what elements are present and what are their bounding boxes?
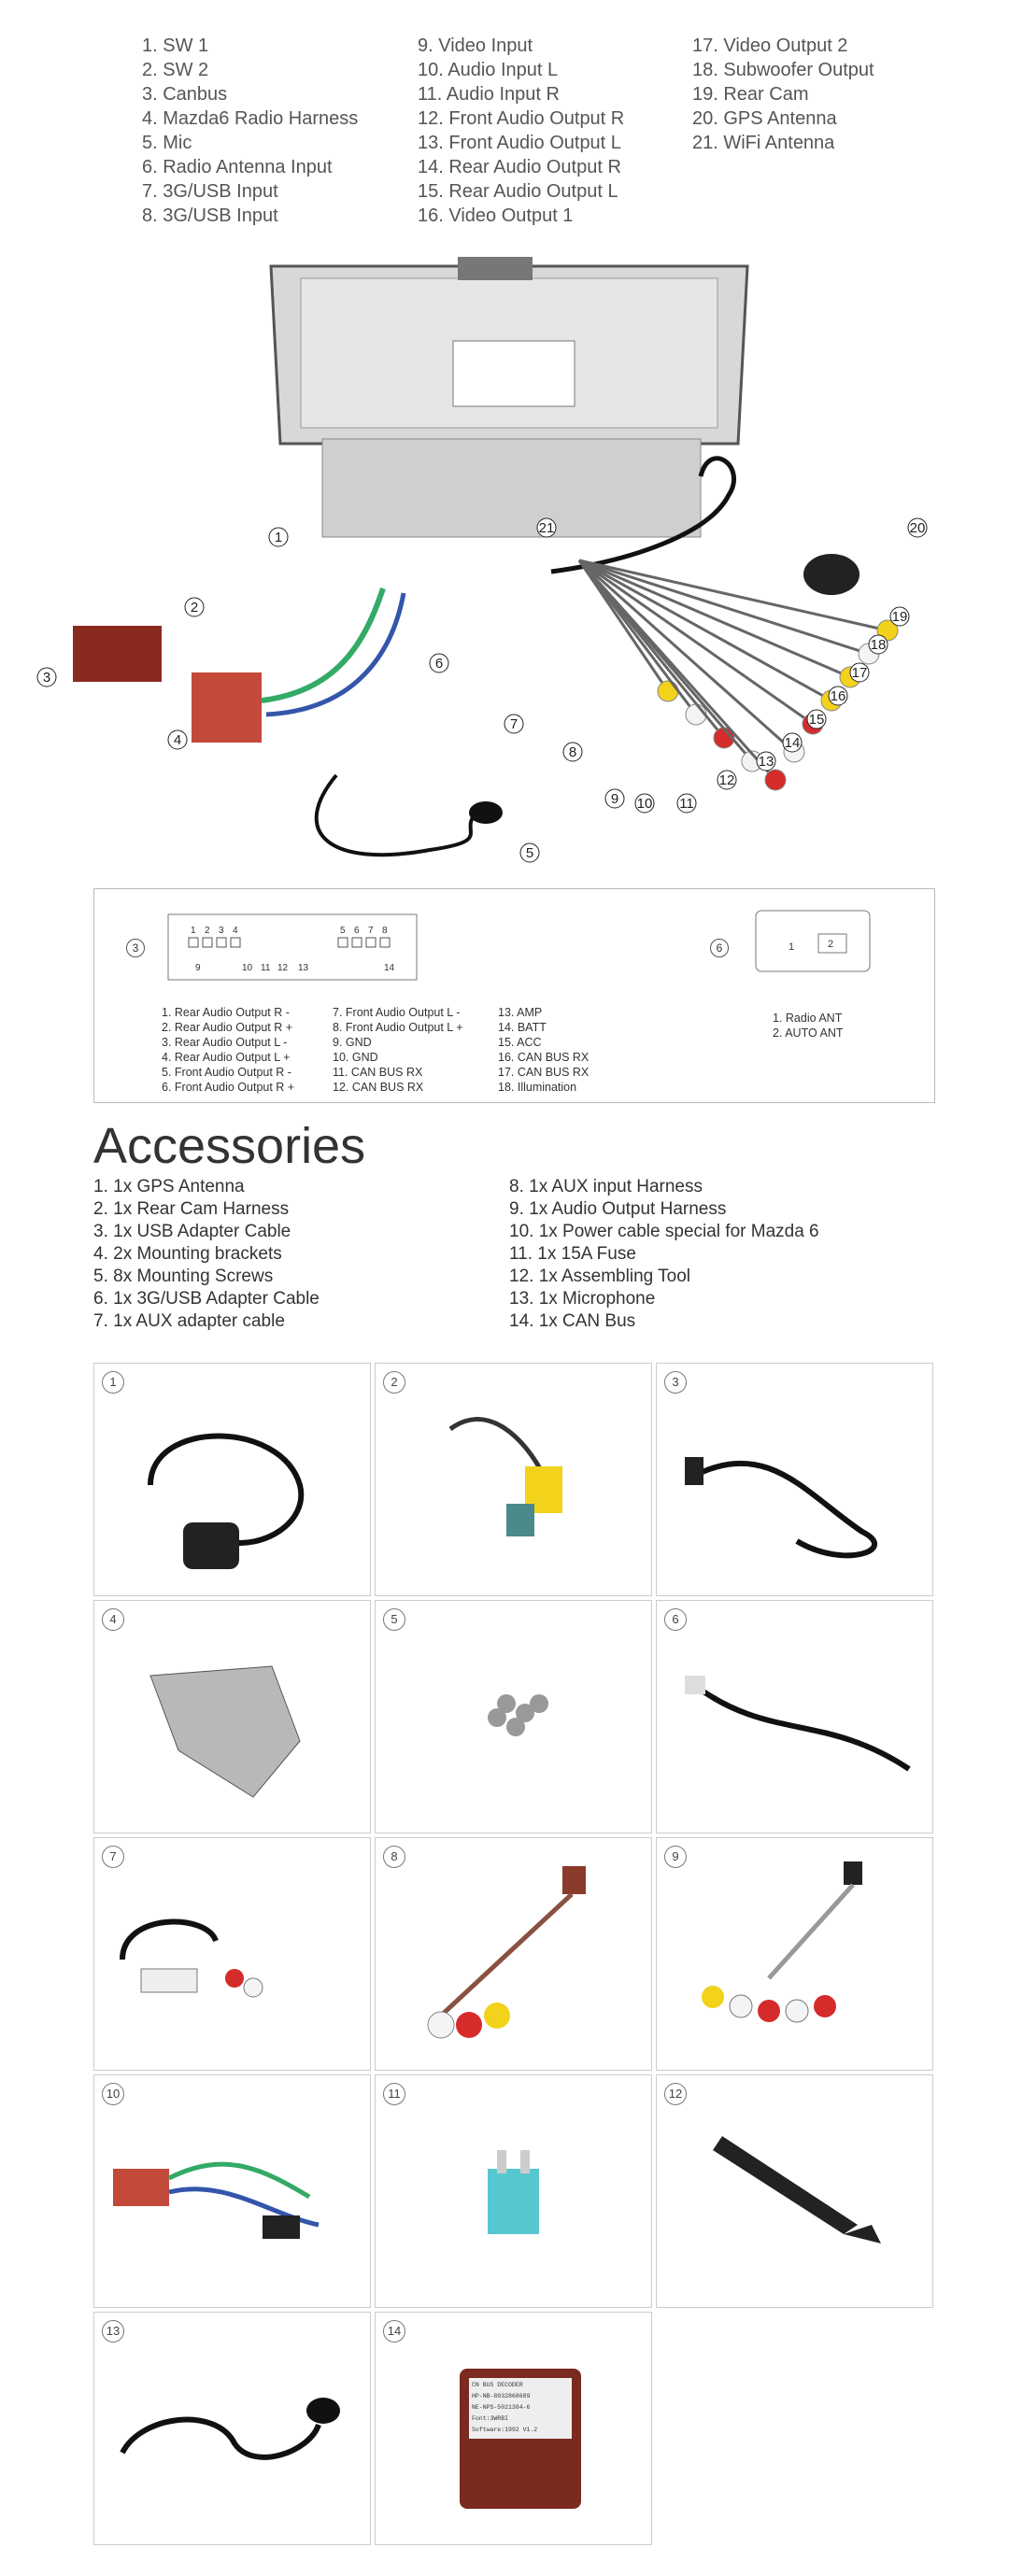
accessory-tile <box>93 1600 371 1833</box>
accessory-tile <box>93 1363 371 1596</box>
pinout-item: 6. Front Audio Output R + <box>162 1081 295 1094</box>
accessory-tile-number: 9 <box>664 1846 687 1868</box>
accessory-illustration <box>376 2075 653 2309</box>
connector-pin <box>366 938 376 947</box>
legend-item: 4. Mazda6 Radio Harness <box>142 108 359 129</box>
accessory-item: 8. 1x AUX input Harness <box>509 1177 703 1196</box>
legend-item: 20. GPS Antenna <box>692 108 837 129</box>
accessory-tile-number: 1 <box>102 1371 124 1394</box>
rca-connectors-illustration <box>579 560 898 790</box>
callout-number: 20 <box>909 520 926 536</box>
accessory-tile-number: 6 <box>664 1608 687 1631</box>
legend-item: 19. Rear Cam <box>692 84 809 105</box>
canbus-box-illustration <box>73 626 162 682</box>
pinout-item: 18. Illumination <box>498 1081 577 1094</box>
accessory-tile-number: 11 <box>383 2083 405 2105</box>
accessory-illustration <box>657 1364 934 1597</box>
pin-label: 8 <box>382 926 388 936</box>
legend-item: 7. 3G/USB Input <box>142 181 278 202</box>
accessory-tile-number: 13 <box>102 2320 124 2342</box>
legend-item: 6. Radio Antenna Input <box>142 157 333 177</box>
canbus-label-line: Software:1992 V1.2 <box>472 2427 538 2433</box>
accessory-item: 11. 1x 15A Fuse <box>509 1244 636 1264</box>
pinout-column-2 <box>333 1005 463 1095</box>
pinout-column-1 <box>162 1005 294 1095</box>
accessory-tile-number: 2 <box>383 1371 405 1394</box>
accessory-item: 13. 1x Microphone <box>509 1289 656 1309</box>
callout-number: 18 <box>870 637 887 653</box>
accessory-item: 2. 1x Rear Cam Harness <box>93 1199 290 1219</box>
accessory-tile-number: 7 <box>102 1846 124 1868</box>
legend-item: 9. Video Input <box>418 35 533 56</box>
legend-item: 15. Rear Audio Output L <box>418 181 618 202</box>
canbus-box-label <box>472 2380 570 2436</box>
pinout-item: 4. Rear Audio Output L + <box>162 1051 291 1064</box>
connector-a-callout: 3 <box>126 939 145 957</box>
connector-pin <box>217 938 226 947</box>
accessory-tile <box>375 1837 652 2071</box>
antenna-item: 2. AUTO ANT <box>773 1026 844 1040</box>
accessory-tile-number: 8 <box>383 1846 405 1868</box>
canbus-label-line: NE-NPS-5021384-6 <box>472 2404 531 2411</box>
accessory-item: 10. 1x Power cable special for Mazda 6 <box>509 1222 819 1241</box>
accessory-item: 5. 8x Mounting Screws <box>93 1267 274 1286</box>
callout-number: 6 <box>434 656 444 672</box>
pinout-item: 2. Rear Audio Output R + <box>162 1021 293 1034</box>
accessory-tile <box>656 1600 933 1833</box>
legend-item: 14. Rear Audio Output R <box>418 157 621 177</box>
pin-label: 13 <box>298 963 309 973</box>
pinout-item: 5. Front Audio Output R - <box>162 1066 291 1079</box>
callout-number: 4 <box>173 732 182 748</box>
pinout-item: 10. GND <box>333 1051 378 1064</box>
accessory-item: 6. 1x 3G/USB Adapter Cable <box>93 1289 320 1309</box>
callout-number: 9 <box>610 791 619 807</box>
accessory-tile <box>93 1837 371 2071</box>
accessory-item: 4. 2x Mounting brackets <box>93 1244 282 1264</box>
accessory-illustration <box>657 1838 934 2072</box>
pinout-item: 14. BATT <box>498 1021 547 1034</box>
pinout-item: 3. Rear Audio Output L - <box>162 1036 288 1049</box>
accessory-tile <box>656 1837 933 2071</box>
legend-column-3 <box>692 34 874 155</box>
connector-pin <box>231 938 240 947</box>
accessory-tile <box>375 2312 652 2545</box>
accessory-item: 3. 1x USB Adapter Cable <box>93 1222 291 1241</box>
callout-number: 12 <box>718 772 735 788</box>
accessory-tile-number: 10 <box>102 2083 124 2105</box>
legend-item: 18. Subwoofer Output <box>692 60 874 80</box>
pinout-box <box>93 888 935 1103</box>
svg-text:1: 1 <box>789 941 795 953</box>
accessories-list-right <box>509 1176 819 1333</box>
pinout-item: 7. Front Audio Output L - <box>333 1006 461 1019</box>
accessory-tile-number: 5 <box>383 1608 405 1631</box>
connector-pin <box>380 938 390 947</box>
accessory-illustration <box>94 1364 372 1597</box>
callout-number: 7 <box>509 716 519 732</box>
pin-label: 6 <box>354 926 360 936</box>
pinout-item: 15. ACC <box>498 1036 542 1049</box>
wiring-diagram <box>42 252 953 869</box>
rca-plug <box>658 681 678 701</box>
pinout-item: 12. CAN BUS RX <box>333 1081 424 1094</box>
accessory-item: 9. 1x Audio Output Harness <box>509 1199 727 1219</box>
pinout-item: 9. GND <box>333 1036 372 1049</box>
connector-b-diagram <box>753 908 874 983</box>
accessory-illustration <box>94 1838 372 2072</box>
legend-item: 5. Mic <box>142 133 192 153</box>
pin-label: 11 <box>261 963 271 973</box>
accessory-illustration <box>657 1601 934 1834</box>
pin-label: 9 <box>195 963 201 973</box>
legend-column-1 <box>142 34 358 228</box>
accessory-tile <box>93 2074 371 2308</box>
connector-pin <box>352 938 362 947</box>
accessory-illustration <box>94 2075 372 2309</box>
pinout-item: 13. AMP <box>498 1006 543 1019</box>
pinout-item: 16. CAN BUS RX <box>498 1051 590 1064</box>
canbus-label-line: Font:3WRBI <box>472 2415 509 2422</box>
accessory-illustration <box>376 1838 653 2072</box>
pin-label: 10 <box>242 963 253 973</box>
callout-number: 3 <box>42 670 51 686</box>
accessory-tile <box>656 2074 933 2308</box>
rca-plug <box>765 770 786 790</box>
accessory-tile-number: 3 <box>664 1371 687 1394</box>
pin-label: 3 <box>219 926 224 936</box>
accessory-tile <box>93 2312 371 2545</box>
callout-number: 5 <box>525 845 534 861</box>
accessory-tile <box>375 1363 652 1596</box>
pinout-item: 17. CAN BUS RX <box>498 1066 590 1079</box>
canbus-label-line: CN BUS DECODER <box>472 2382 523 2388</box>
legend-item: 12. Front Audio Output R <box>418 108 625 129</box>
accessory-tile-number: 12 <box>664 2083 687 2105</box>
pin-label: 4 <box>233 926 238 936</box>
legend-item: 16. Video Output 1 <box>418 205 574 226</box>
legend-column-2 <box>418 34 624 228</box>
legend-item: 21. WiFi Antenna <box>692 133 835 153</box>
accessory-tile-number: 4 <box>102 1608 124 1631</box>
legend-item: 3. Canbus <box>142 84 228 105</box>
accessory-item: 1. 1x GPS Antenna <box>93 1177 245 1196</box>
pin-label: 12 <box>277 963 289 973</box>
connector-b-callout: 6 <box>710 939 729 957</box>
connector-pin <box>203 938 212 947</box>
callout-number: 11 <box>679 796 694 812</box>
pin-label: 7 <box>368 926 374 936</box>
accessory-illustration <box>657 2075 934 2309</box>
legend-item: 2. SW 2 <box>142 60 209 80</box>
callout-number: 15 <box>808 712 825 728</box>
mazda-harness-illustration <box>192 672 262 743</box>
pin-label: 1 <box>191 926 196 936</box>
callout-number: 21 <box>538 520 555 536</box>
legend-item: 1. SW 1 <box>142 35 209 56</box>
accessory-tile <box>375 2074 652 2308</box>
callout-number: 14 <box>784 735 801 751</box>
svg-text:2: 2 <box>828 939 834 950</box>
callout-number: 10 <box>636 796 653 812</box>
pin-label: 14 <box>384 963 395 973</box>
accessory-tile <box>375 1600 652 1833</box>
connector-pin <box>189 938 198 947</box>
antenna-item: 1. Radio ANT <box>773 1012 843 1025</box>
accessory-illustration <box>94 1601 372 1834</box>
head-unit-illustration <box>271 257 747 537</box>
canbus-label-line: HP-NB-8932868689 <box>472 2393 531 2399</box>
callout-number: 13 <box>758 754 774 770</box>
pinout-column-3 <box>498 1005 589 1095</box>
callout-number: 2 <box>190 600 199 616</box>
pinout-item: 8. Front Audio Output L + <box>333 1021 463 1034</box>
legend-item: 10. Audio Input L <box>418 60 559 80</box>
accessory-tile <box>656 1363 933 1596</box>
pinout-item: 11. CAN BUS RX <box>333 1066 423 1079</box>
callout-number: 8 <box>568 744 577 760</box>
legend-item: 11. Audio Input R <box>418 84 560 105</box>
pinout-item: 1. Rear Audio Output R - <box>162 1006 290 1019</box>
legend-item: 17. Video Output 2 <box>692 35 848 56</box>
legend-item: 13. Front Audio Output L <box>418 133 621 153</box>
callout-number: 16 <box>830 688 846 704</box>
legend-item: 8. 3G/USB Input <box>142 205 278 226</box>
callout-number: 1 <box>274 530 283 545</box>
accessories-title: Accessories <box>93 1118 366 1174</box>
connector-pin <box>338 938 348 947</box>
accessory-illustration <box>376 1601 653 1834</box>
callout-number: 19 <box>891 609 908 625</box>
accessory-item: 7. 1x AUX adapter cable <box>93 1311 285 1331</box>
pin-label: 2 <box>205 926 210 936</box>
accessory-illustration <box>376 1364 653 1597</box>
callout-number: 17 <box>851 665 868 681</box>
pin-label: 5 <box>340 926 346 936</box>
accessory-illustration <box>94 2313 372 2546</box>
accessory-item: 12. 1x Assembling Tool <box>509 1267 690 1286</box>
antenna-legend <box>773 1011 844 1040</box>
accessories-list-left <box>93 1176 320 1333</box>
accessory-item: 14. 1x CAN Bus <box>509 1311 636 1331</box>
accessory-tile-number: 14 <box>383 2320 405 2342</box>
connector-a-diagram <box>167 905 419 994</box>
